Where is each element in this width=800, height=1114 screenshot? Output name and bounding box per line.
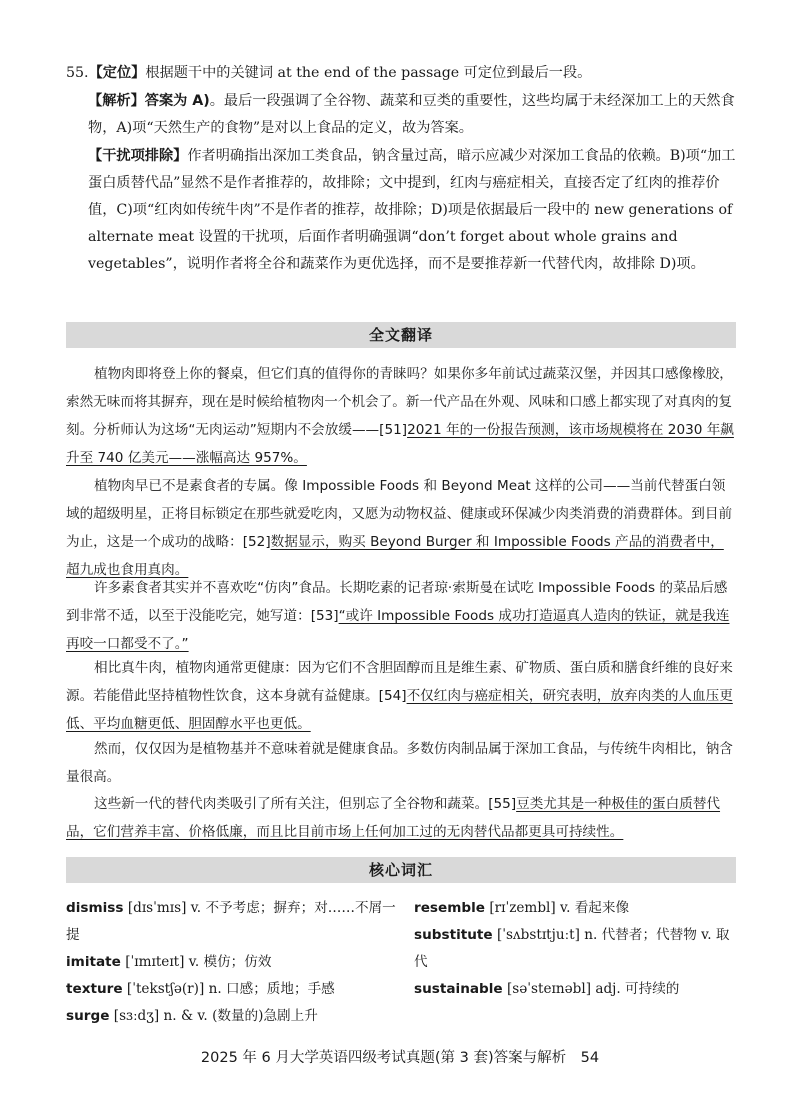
- translation-paragraph-1: [66, 360, 736, 472]
- translation-paragraph-5: [66, 735, 736, 791]
- vocab-item: [66, 949, 396, 976]
- vocab-item: [414, 895, 736, 922]
- p3-ref: [53]: [310, 608, 339, 624]
- p4-key-sentence: 不仅红肉与癌症相关，研究表明，放弃肉类的人血压更低、平均血糖更低、胆固醇水平也更低。: [66, 688, 733, 732]
- vocab-word: surge: [66, 1008, 110, 1024]
- p3-text: 许多素食者其实并不喜欢吃“仿肉”食品。长期吃素的记者琼·索斯曼在试吃 Impossible Foods 的菜品后感到非常不适，以至于没能吃完，她写道：: [66, 580, 728, 624]
- vocab-right-column: [414, 895, 736, 1003]
- vocab-item: [66, 895, 396, 949]
- p5-text: 然而，仅仅因为是植物基并不意味着就是健康食品。多数仿肉制品属于深加工食品，与传统牛肉相比，钠含量很高。: [66, 741, 733, 785]
- p1-key-sentence: 2021 年的一份报告预测，该市场规模将在 2030 年飙升至 740 亿美元——涨幅高达 957%。: [66, 422, 734, 466]
- vocab-definition: [ˈɪmɪteɪt] v. 模仿；仿效: [125, 954, 272, 970]
- vocab-item: [66, 1003, 396, 1030]
- vocab-definition: [dɪsˈmɪs] v. 不予考虑；摒弃；对……不屑一提: [66, 900, 396, 943]
- p4-text: 相比真牛肉，植物肉通常更健康：因为它们不含胆固醇而且是维生素、矿物质、蛋白质和膳食纤维的良好来源。若能借此坚持植物性饮食，这本身就有益健康。: [66, 660, 733, 704]
- vocab-definition: [səˈsteɪnəbl] adj. 可持续的: [506, 981, 680, 997]
- analysis-text: 。最后一段强调了全谷物、蔬菜和豆类的重要性，这些均属于未经深加工上的天然食物，A)项“天然生产的食物”是对以上食品的定义，故为答案。: [88, 93, 735, 136]
- vocab-definition: [ˈtekstʃə(r)] n. 口感；质地；手感: [126, 981, 335, 997]
- vocab-word: sustainable: [414, 981, 503, 997]
- analysis-answer: 答案为 A): [144, 93, 210, 109]
- translation-paragraph-3: [66, 574, 736, 658]
- exclusion-tag: 【干扰项排除】: [88, 148, 188, 164]
- q55-analysis: [88, 88, 736, 142]
- vocab-left-column: [66, 895, 396, 1030]
- q55-number: 55.: [66, 65, 89, 81]
- analysis-tag: 【解析】: [88, 93, 145, 109]
- p4-ref: [54]: [378, 688, 407, 704]
- p6-text: 这些新一代的替代肉类吸引了所有关注，但别忘了全谷物和蔬菜。: [94, 796, 489, 812]
- p2-text: 植物肉早已不是素食者的专属。像 Impossible Foods 和 Beyond Meat 这样的公司——当前代替蛋白领域的超级明星，正将目标锁定在那些就爱吃肉，又愿为动物权益、健康或环保减少肉类消费的消费群体。到目前为止，这是一个成功的战略：: [66, 478, 733, 550]
- p3-key-sentence: “或许 Impossible Foods 成功打造逼真人造肉的铁证，就是我连再咬一口都受不了。”: [66, 608, 730, 652]
- vocab-word: resemble: [414, 900, 486, 916]
- p6-key-sentence: 豆类尤其是一种极佳的蛋白质替代品，它们营养丰富、价格低廉，而且比目前市场上任何加工过的无肉替代品都更具可持续性。: [66, 796, 721, 840]
- translation-paragraph-2: [66, 472, 736, 584]
- translation-paragraph-4: [66, 654, 736, 738]
- p2-key-sentence: 数据显示，购买 Beyond Burger 和 Impossible Foods 产品的消费者中，超九成也食用真肉。: [66, 534, 724, 578]
- vocab-item: [414, 976, 736, 1003]
- vocab-word: texture: [66, 981, 123, 997]
- vocab-item: [414, 922, 736, 976]
- vocab-definition: [ˈsʌbstɪtjuːt] n. 代替者；代替物 v. 取代: [414, 927, 730, 970]
- p6-ref: [55]: [488, 796, 517, 812]
- vocab-word: substitute: [414, 927, 493, 943]
- vocab-definition: [rɪˈzembl] v. 看起来像: [489, 900, 630, 916]
- p1-text: 植物肉即将登上你的餐桌，但它们真的值得你的青睐吗？如果你多年前试过蔬菜汉堡，并因其口感像橡胶，索然无味而将其摒弃，现在是时候给植物肉一个机会了。新一代产品在外观、风味和口感上都实现了对真肉的复刻。分析师认为这场“无肉运动”短期内不会放缓——: [66, 366, 733, 438]
- locate-tag: 【定位】: [88, 65, 146, 81]
- page-footer: 2025 年 6 月大学英语四级考试真题(第 3 套)答案与解析 54: [200, 1050, 600, 1066]
- vocab-definition: [sɜːdʒ] n. & v. (数量的)急剧上升: [113, 1008, 318, 1024]
- vocab-item: [66, 976, 396, 1003]
- translation-header: 全文翻译: [66, 322, 736, 348]
- translation-paragraph-6: [66, 790, 736, 846]
- q55-exclusion: [88, 143, 736, 278]
- vocab-word: imitate: [66, 954, 121, 970]
- vocab-word: dismiss: [66, 900, 124, 916]
- p1-ref: [51]: [379, 422, 408, 438]
- p2-ref: [52]: [242, 534, 271, 550]
- exclusion-text: 作者明确指出深加工类食品，钠含量过高，暗示应减少对深加工食品的依赖。B)项“加工蛋白质替代品”显然不是作者推荐的，故排除；文中提到，红肉与癌症相关，直接否定了红肉的推荐价值，C)项“红肉如传统牛肉”不是作者的推荐，故排除；D)项是依据最后一段中的 new generations of alternate meat 设置的干扰项，后面作者明确强调“don’t forget about whole grains and vegetables”，说明作者将全谷和蔬菜作为更优选择，而不是要推荐新一代替代肉，故排除 D)项。: [88, 148, 736, 272]
- q55-locate: [66, 60, 736, 87]
- vocab-header: 核心词汇: [66, 857, 736, 883]
- locate-text: 根据题干中的关键词 at the end of the passage 可定位到最后一段。: [145, 65, 592, 81]
